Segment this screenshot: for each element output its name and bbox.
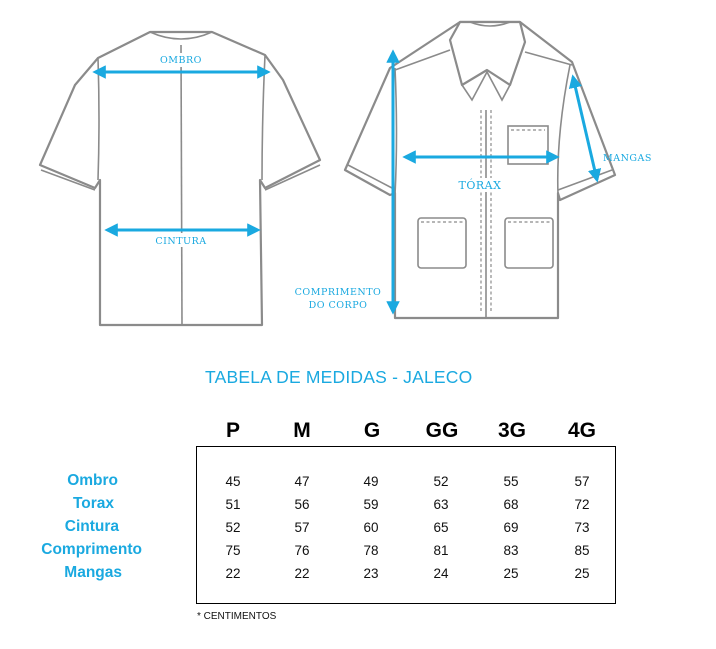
cintura-label: CINTURA [155,236,207,247]
comprimento-label-line2: DO CORPO [308,300,368,311]
table-cell: 85 [574,543,590,558]
torax-label: TÓRAX [458,179,502,192]
ombro-label: OMBRO [160,55,202,66]
table-cell: 76 [294,543,310,558]
units-footnote: * CENTIMENTOS [197,611,277,622]
size-header-g: G [363,419,381,442]
table-cell: 56 [294,497,310,512]
table-cell: 60 [363,520,379,535]
table-cell: 55 [503,474,519,489]
table-cell: 49 [363,474,379,489]
size-header-p: P [225,419,240,442]
table-cell: 52 [225,520,241,535]
shirt-back-view [40,32,320,325]
row-label-comprimento: Comprimento [41,541,142,558]
size-header-4g: 4G [567,419,596,442]
shirt-front-view [345,22,615,318]
row-label-cintura: Cintura [64,518,119,535]
table-cell: 63 [433,497,449,512]
table-cell: 51 [225,497,241,512]
mangas-label: MANGAS [603,153,652,164]
table-cell: 22 [225,566,241,581]
table-cell: 25 [574,566,590,581]
table-cell: 22 [294,566,310,581]
measurement-table [196,446,616,604]
table-cell: 81 [433,543,449,558]
size-header-gg: GG [425,419,459,442]
table-cell: 78 [363,543,379,558]
size-header-m: M [293,419,311,442]
table-cell: 73 [574,520,590,535]
table-cell: 68 [503,497,519,512]
size-header-3g: 3G [497,419,526,442]
table-cell: 57 [574,474,590,489]
table-cell: 75 [225,543,241,558]
table-cell: 69 [503,520,519,535]
table-cell: 45 [225,474,241,489]
table-cell: 52 [433,474,449,489]
row-label-torax: Torax [72,495,114,512]
table-cell: 83 [503,543,519,558]
row-label-mangas: Mangas [64,564,122,581]
row-label-ombro: Ombro [67,472,118,489]
table-title: TABELA DE MEDIDAS - JALECO [205,367,473,387]
table-cell: 57 [294,520,310,535]
table-cell: 25 [503,566,519,581]
table-cell: 24 [433,566,449,581]
table-cell: 59 [363,497,379,512]
comprimento-label-line1: COMPRIMENTO [294,287,382,298]
table-cell: 47 [294,474,310,489]
table-cell: 72 [574,497,590,512]
table-cell: 65 [433,520,449,535]
table-cell: 23 [363,566,379,581]
